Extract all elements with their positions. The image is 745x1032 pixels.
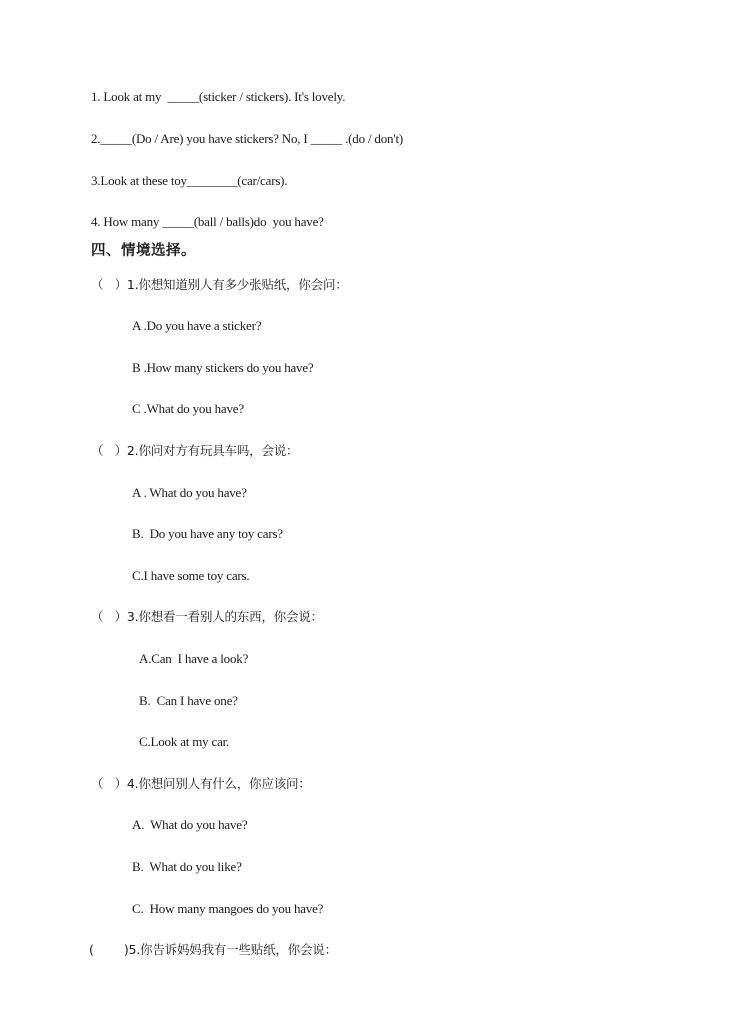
- question-2-option-a: A . What do you have?: [132, 485, 247, 500]
- question-3-option-a: A.Can I have a look?: [139, 651, 249, 666]
- question-3-option-c: C.Look at my car.: [139, 734, 230, 749]
- question-3-stem: （ ）3.你想看一看别人的东西，你会说：: [91, 609, 323, 624]
- question-1-option-b: B .How many stickers do you have?: [132, 360, 314, 375]
- question-1-stem: （ ）1.你想知道别人有多少张贴纸，你会问：: [91, 277, 348, 292]
- question-4-stem: （ ）4.你想问别人有什么，你应该问：: [91, 776, 311, 791]
- question-2-stem: （ ）2.你问对方有玩具车吗，会说：: [91, 443, 299, 458]
- question-2-option-b: B. Do you have any toy cars?: [132, 526, 283, 541]
- fill-in-item-1: 1. Look at my _____(sticker / stickers). It's lovely.: [91, 89, 346, 104]
- question-4-option-a: A. What do you have?: [132, 817, 248, 832]
- question-1-option-c: C .What do you have?: [132, 401, 244, 416]
- question-4-option-b: B. What do you like?: [132, 859, 242, 874]
- question-3-option-b: B. Can I have one?: [139, 693, 238, 708]
- question-4-option-c: C. How many mangoes do you have?: [132, 901, 324, 916]
- fill-in-item-4: 4. How many _____(ball / balls)do you have?: [91, 214, 324, 229]
- fill-in-item-2: 2._____(Do / Are) you have stickers? No, I _____ .(do / don't): [91, 131, 403, 146]
- question-1-option-a: A .Do you have a sticker?: [132, 318, 262, 333]
- question-2-option-c: C.I have some toy cars.: [132, 568, 250, 583]
- question-5-stem: ( )5.你告诉妈妈我有一些贴纸，你会说：: [89, 942, 337, 957]
- fill-in-item-3: 3.Look at these toy________(car/cars).: [91, 173, 288, 188]
- section-title: 四、情境选择。: [91, 243, 196, 259]
